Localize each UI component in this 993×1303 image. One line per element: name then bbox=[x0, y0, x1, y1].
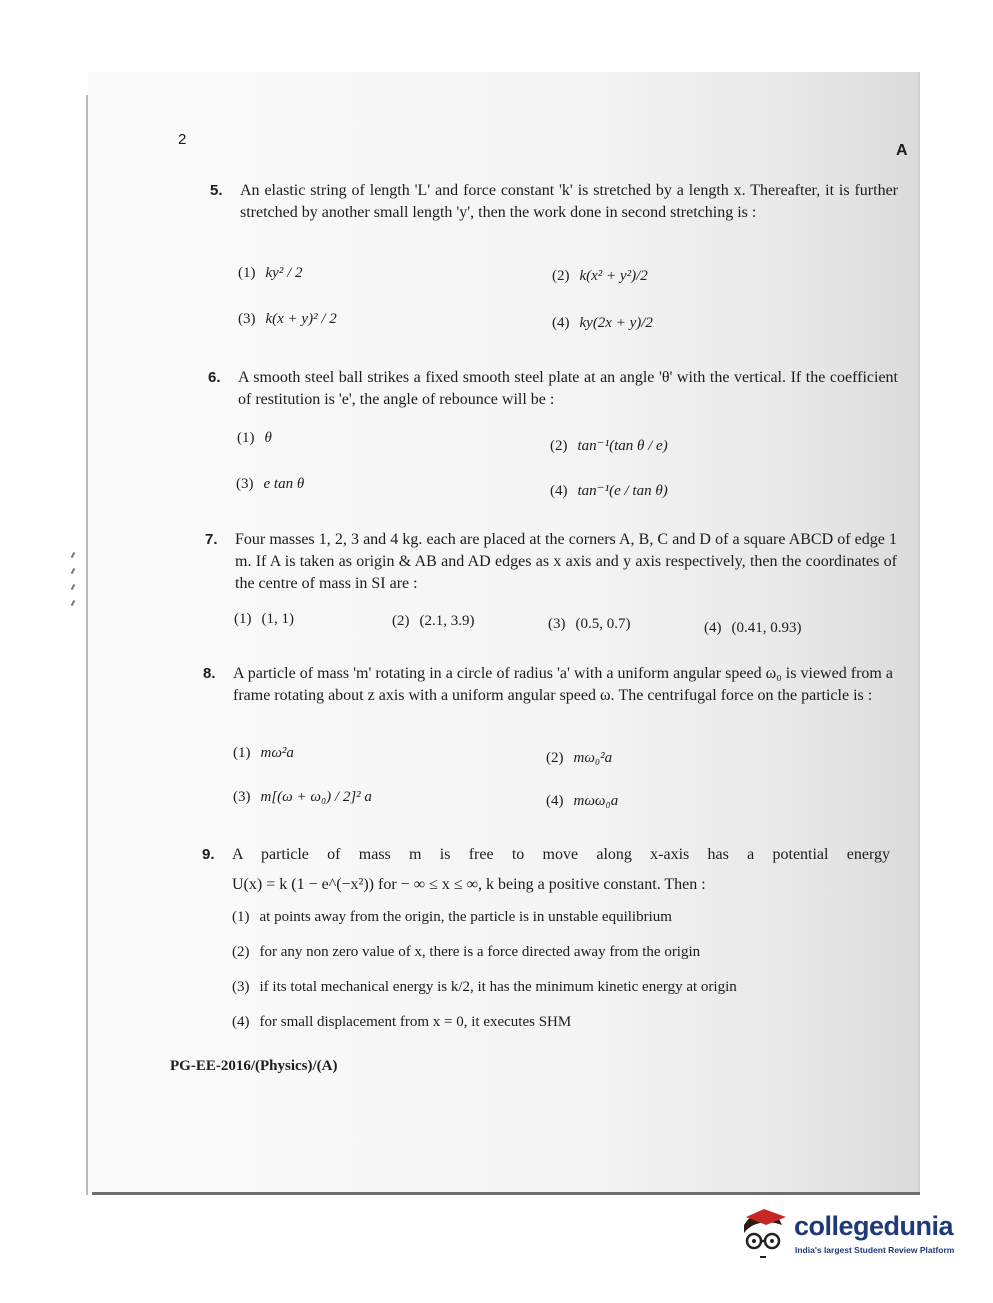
option-number: (4) bbox=[546, 793, 564, 809]
graduate-mascot-icon bbox=[738, 1205, 794, 1261]
page-edge-bottom bbox=[92, 1192, 920, 1195]
logo-name: collegedunia bbox=[794, 1211, 954, 1241]
option-number: (2) bbox=[392, 613, 410, 629]
question-number: 9. bbox=[202, 846, 215, 863]
option-value: if its total mechanical energy is k/2, it has the minimum kinetic energy at origin bbox=[259, 979, 737, 995]
question-text: An elastic string of length 'L' and force constant 'k' is stretched by a length x. Thereafter, it is further stretched by another small length 'y', then the work done in second stretching is : bbox=[240, 182, 898, 221]
option-6-2 bbox=[550, 436, 668, 455]
option-number: (2) bbox=[232, 944, 250, 960]
option-7-1 bbox=[234, 611, 294, 628]
paper-code: PG-EE-2016/(Physics)/(A) bbox=[170, 1058, 338, 1074]
option-9-3 bbox=[232, 979, 737, 996]
question-text: A smooth steel ball strikes a fixed smooth steel plate at an angle 'θ' with the vertical. If the coefficient of restitution is 'e', the angle of rebounce will be : bbox=[238, 369, 898, 408]
option-value: for small displacement from x = 0, it executes SHM bbox=[259, 1014, 572, 1030]
option-number: (1) bbox=[237, 430, 255, 446]
set-code: A bbox=[896, 142, 908, 159]
option-8-1 bbox=[233, 745, 294, 762]
binding-marks bbox=[62, 548, 92, 628]
option-number: (1) bbox=[233, 745, 251, 761]
option-number: (1) bbox=[238, 265, 256, 281]
option-number: (2) bbox=[546, 750, 564, 766]
option-6-4 bbox=[550, 481, 668, 500]
option-number: (4) bbox=[552, 315, 570, 331]
option-value: tan⁻¹(tan θ / e) bbox=[577, 438, 668, 454]
option-number: (3) bbox=[233, 789, 251, 805]
option-value: θ bbox=[264, 430, 272, 446]
option-number: (1) bbox=[232, 909, 250, 925]
option-5-1 bbox=[238, 265, 302, 282]
question-5 bbox=[210, 180, 898, 224]
option-6-1 bbox=[237, 430, 272, 447]
option-number: (3) bbox=[238, 311, 256, 327]
option-6-3 bbox=[236, 476, 304, 493]
option-number: (2) bbox=[552, 268, 570, 284]
question-8 bbox=[203, 663, 893, 707]
option-value: m[(ω + ω₀) / 2]² a bbox=[260, 789, 372, 805]
page-edge-left bbox=[86, 95, 88, 1195]
option-9-2 bbox=[232, 944, 700, 961]
option-value: for any non zero value of x, there is a force directed away from the origin bbox=[259, 944, 701, 960]
option-value: tan⁻¹(e / tan θ) bbox=[577, 483, 668, 499]
collegedunia-logo bbox=[738, 1205, 968, 1265]
option-value: mω₀²a bbox=[573, 750, 613, 766]
option-value: k(x² + y²)/2 bbox=[579, 268, 648, 284]
option-value: k(x + y)² / 2 bbox=[265, 311, 337, 327]
option-7-2 bbox=[392, 613, 475, 630]
option-number: (4) bbox=[704, 620, 722, 636]
option-8-2 bbox=[546, 750, 612, 767]
option-7-3 bbox=[548, 616, 631, 633]
option-number: (1) bbox=[234, 611, 252, 627]
option-number: (3) bbox=[232, 979, 250, 995]
question-text: Four masses 1, 2, 3 and 4 kg. each are placed at the corners A, B, C and D of a square ABCD of edge 1 m. If A is taken as origin & AB and AD edges as x axis and y axis respectively, then the coordinates of the centre of mass in SI are : bbox=[235, 531, 897, 592]
option-value: mω²a bbox=[260, 745, 294, 761]
option-9-1 bbox=[232, 909, 672, 926]
page-edge-right bbox=[918, 72, 920, 1194]
option-value: ky(2x + y)/2 bbox=[579, 315, 653, 331]
question-7 bbox=[205, 529, 897, 595]
option-value: ky² / 2 bbox=[265, 265, 303, 281]
option-8-4 bbox=[546, 793, 618, 810]
question-number: 7. bbox=[205, 531, 218, 548]
option-value: (0.41, 0.93) bbox=[731, 620, 802, 636]
option-value: (1, 1) bbox=[261, 611, 294, 627]
option-number: (4) bbox=[550, 483, 568, 499]
logo-tagline: India's largest Student Review Platform bbox=[795, 1245, 955, 1255]
page-number: 2 bbox=[178, 131, 187, 148]
option-5-4 bbox=[552, 315, 653, 332]
option-value: at points away from the origin, the particle is in unstable equilibrium bbox=[259, 909, 672, 925]
option-5-2 bbox=[552, 268, 648, 285]
question-text: A particle of mass m is free to move along x-axis has a potential energy bbox=[232, 846, 890, 863]
option-number: (4) bbox=[232, 1014, 250, 1030]
question-number: 8. bbox=[203, 665, 216, 682]
option-value: (0.5, 0.7) bbox=[575, 616, 631, 632]
option-9-4 bbox=[232, 1014, 571, 1031]
option-number: (3) bbox=[236, 476, 254, 492]
question-text-formula: U(x) = k (1 − e^(−x²)) for − ∞ ≤ x ≤ ∞, k being a positive constant. Then : bbox=[232, 876, 706, 893]
option-8-3 bbox=[233, 789, 372, 806]
option-value: mωω₀a bbox=[573, 793, 619, 809]
question-9 bbox=[202, 844, 890, 896]
option-number: (2) bbox=[550, 438, 568, 454]
option-value: (2.1, 3.9) bbox=[419, 613, 475, 629]
question-6 bbox=[208, 367, 898, 411]
option-7-4 bbox=[704, 620, 802, 637]
option-value: e tan θ bbox=[263, 476, 305, 492]
option-number: (3) bbox=[548, 616, 566, 632]
question-number: 6. bbox=[208, 369, 221, 386]
option-5-3 bbox=[238, 311, 337, 328]
question-text: A particle of mass 'm' rotating in a circle of radius 'a' with a uniform angular speed ω₀ is viewed from a frame rotating about z axis with a uniform angular speed ω. The centrifugal force on the particle is : bbox=[233, 665, 893, 704]
question-number: 5. bbox=[210, 182, 223, 199]
